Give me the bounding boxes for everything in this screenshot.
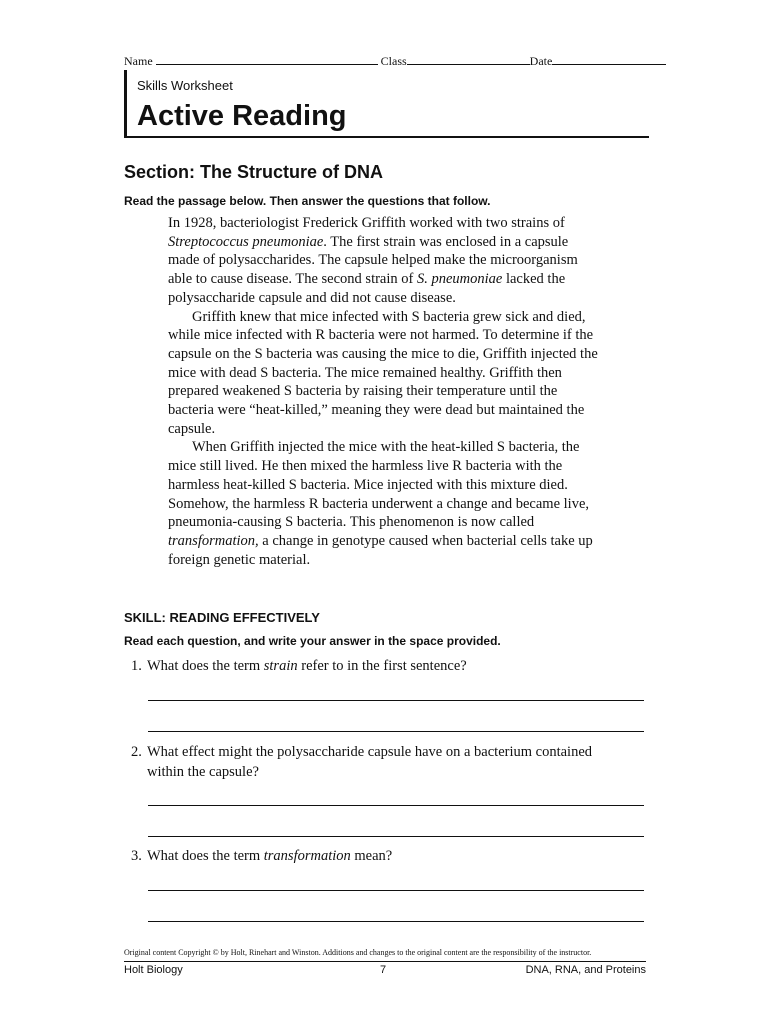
- name-label: Name: [124, 54, 153, 68]
- skill-title: SKILL: READING EFFECTIVELY: [124, 610, 320, 625]
- passage-paragraph-3: When Griffith injected the mice with the heat-killed S bacteria, the mice still lived. He then mixed the harmless live R bacteria with the harmless heat-killed S bacteria. Mice injected with this mixture died. Somehow, the harmless R bacteria underwent a change and became live, pneumonia-causing S bacteria. This phenomenon is now called transformation, a change in genotype caused when bacterial cells take up foreign genetic material.: [168, 439, 593, 568]
- title-block: [124, 70, 649, 138]
- section-instruction: Read the passage below. Then answer the questions that follow.: [124, 194, 491, 208]
- answer-line[interactable]: [148, 921, 644, 922]
- copyright-notice: Original content Copyright © by Holt, Rinehart and Winston. Additions and changes to the original content are the responsibility of the instructor.: [124, 948, 592, 957]
- footer-rule: [124, 961, 646, 962]
- page-number: 7: [380, 964, 387, 976]
- date-blank[interactable]: [552, 54, 666, 65]
- name-blank[interactable]: [156, 54, 378, 65]
- class-blank[interactable]: [407, 54, 530, 65]
- header-fields: [124, 54, 644, 69]
- answer-line[interactable]: [148, 700, 644, 701]
- answer-line[interactable]: [148, 731, 644, 732]
- passage-paragraph-1: In 1928, bacteriologist Frederick Griffith worked with two strains of Streptococcus pneumoniae. The first strain was enclosed in a capsule made of polysaccharides. The capsule helped make the microorganism able to cause disease. The second strain of S. pneumoniae lacked the polysaccharide capsule and did not cause disease.: [168, 215, 578, 306]
- section-title: Section: The Structure of DNA: [124, 162, 384, 182]
- worksheet-kicker: Skills Worksheet: [137, 78, 233, 93]
- class-label: Class: [380, 54, 407, 68]
- question-2: 2. What effect might the polysaccharide capsule have on a bacterium contained within the capsule?: [131, 744, 593, 780]
- question-1: 1. What does the term strain refer to in the first sentence?: [131, 658, 467, 674]
- question-3: 3. What does the term transformation mean?: [131, 848, 393, 864]
- footer-book-title: Holt Biology: [124, 964, 183, 976]
- reading-passage: [168, 214, 598, 569]
- date-label: Date: [529, 54, 553, 68]
- answer-line[interactable]: [148, 890, 644, 891]
- passage-paragraph-2: Griffith knew that mice infected with S bacteria grew sick and died, while mice infected with R bacteria were not harmed. To determine if the capsule on the S bacteria was causing the mice to die, Griffith injected the mice with dead S bacteria. The mice remained healthy. Griffith then prepared weakened S bacteria by raising their temperature until the bacteria were “heat-killed,” meaning they were dead but maintained the capsule.: [168, 308, 598, 437]
- answer-line[interactable]: [148, 805, 644, 806]
- page-title: Active Reading: [137, 100, 347, 132]
- footer-chapter-title: DNA, RNA, and Proteins: [525, 964, 646, 976]
- skill-instruction: Read each question, and write your answer in the space provided.: [124, 634, 501, 648]
- answer-line[interactable]: [148, 836, 644, 837]
